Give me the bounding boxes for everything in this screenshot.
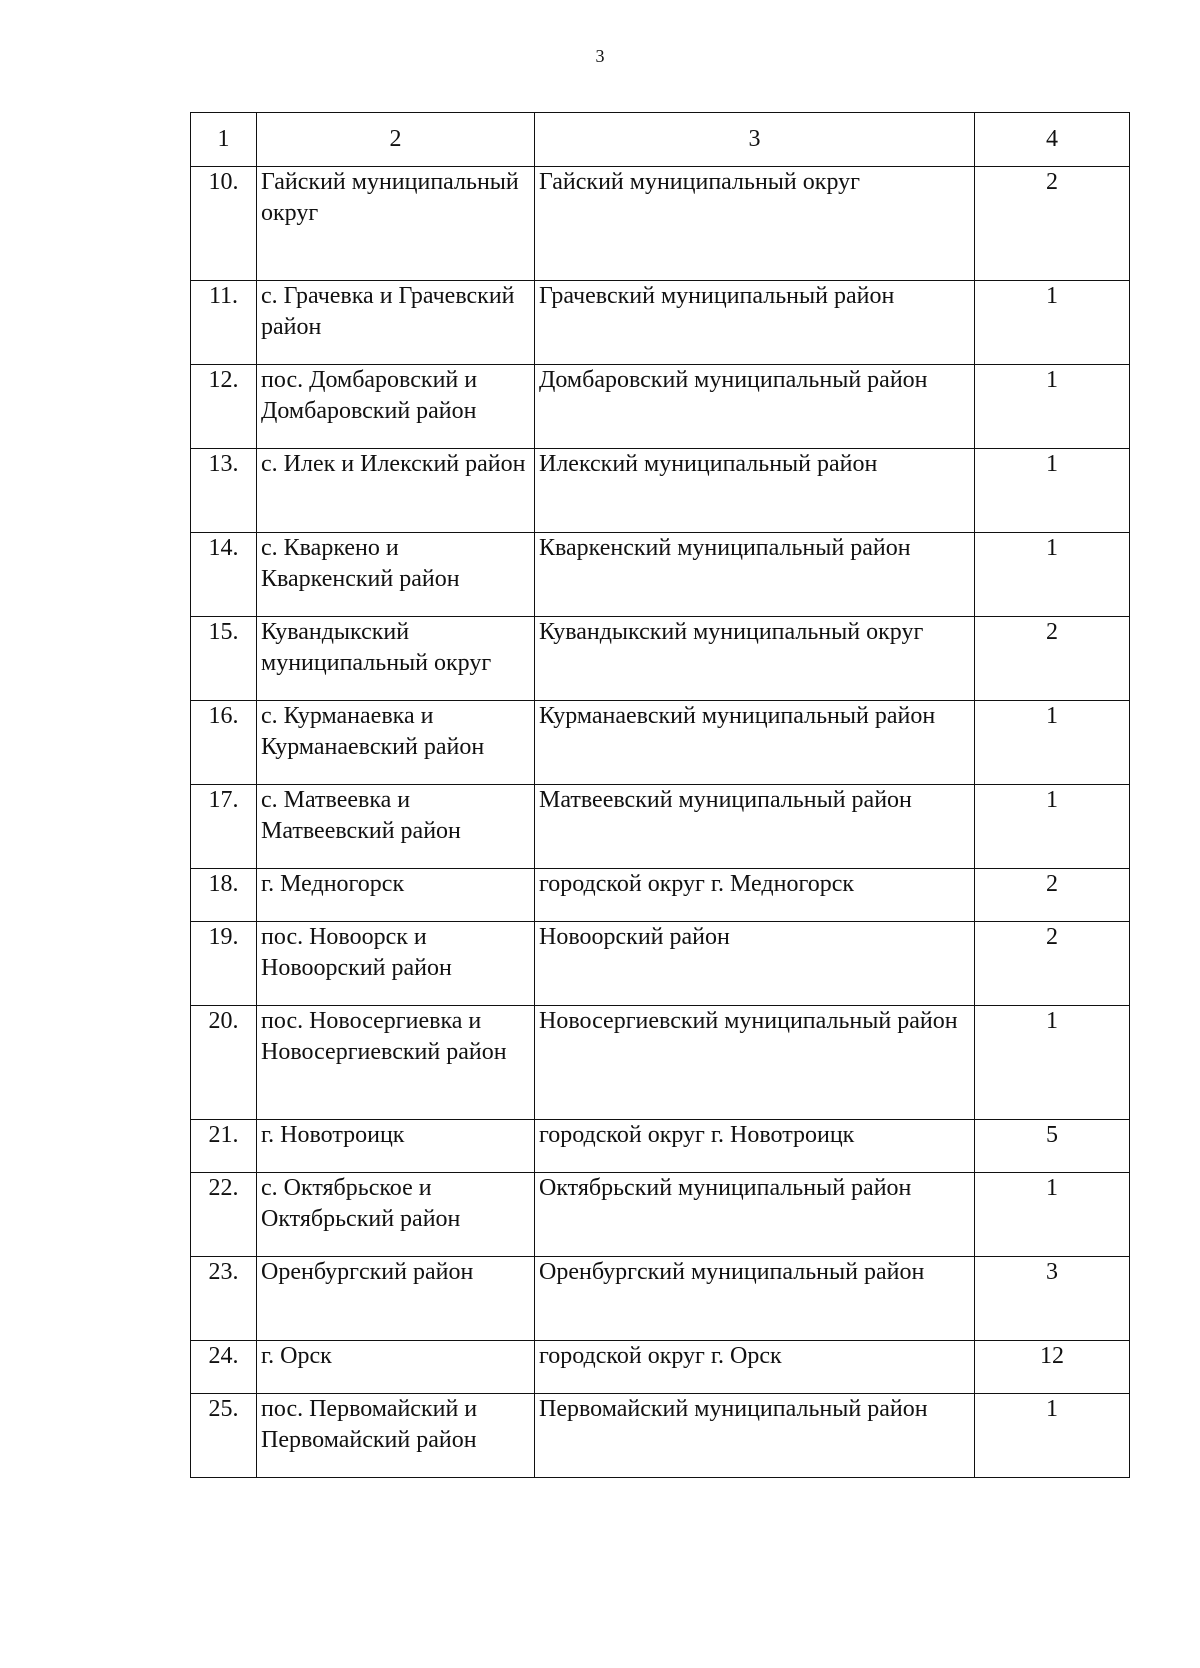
table-row (191, 449, 1130, 533)
row-number-cell: 23. (191, 1257, 257, 1341)
place-cell: пос. Домбаровский и Домбаровский район (257, 365, 535, 449)
place-cell: пос. Новоорск и Новоорский район (257, 922, 535, 1006)
municipality-cell: Оренбургский муниципальный район (535, 1257, 975, 1341)
row-number-cell: 21. (191, 1120, 257, 1173)
column-number-1: 1 (191, 113, 257, 167)
place-cell: г. Новотроицк (257, 1120, 535, 1173)
row-number-cell: 15. (191, 617, 257, 701)
place-cell: Гайский муниципальный округ (257, 167, 535, 281)
table-header-row (191, 113, 1130, 167)
count-cell: 1 (975, 701, 1130, 785)
table-row (191, 785, 1130, 869)
count-cell: 1 (975, 1006, 1130, 1120)
table-row (191, 1006, 1130, 1120)
municipality-cell: городской округ г. Медногорск (535, 869, 975, 922)
count-cell: 2 (975, 167, 1130, 281)
row-number-cell: 25. (191, 1394, 257, 1478)
count-cell: 12 (975, 1341, 1130, 1394)
page-number: 3 (595, 46, 605, 66)
place-cell: с. Курманаевка и Курманаевский район (257, 701, 535, 785)
count-cell: 1 (975, 1173, 1130, 1257)
municipalities-table (190, 112, 1130, 1478)
count-cell: 1 (975, 365, 1130, 449)
place-cell: с. Октябрьское и Октябрьский район (257, 1173, 535, 1257)
municipality-cell: Грачевский муниципальный район (535, 281, 975, 365)
table-row (191, 1173, 1130, 1257)
row-number-cell: 24. (191, 1341, 257, 1394)
count-cell: 2 (975, 922, 1130, 1006)
table-row (191, 365, 1130, 449)
table-row (191, 281, 1130, 365)
column-number-2: 2 (257, 113, 535, 167)
municipality-cell: Курманаевский муниципальный район (535, 701, 975, 785)
municipality-cell: Новоорский район (535, 922, 975, 1006)
municipality-cell: городской округ г. Новотроицк (535, 1120, 975, 1173)
place-cell: Оренбургский район (257, 1257, 535, 1341)
place-cell: г. Орск (257, 1341, 535, 1394)
place-cell: с. Матвеевка и Матвеевский район (257, 785, 535, 869)
municipality-cell: Кваркенский муниципальный район (535, 533, 975, 617)
table-row (191, 1120, 1130, 1173)
table-row (191, 167, 1130, 281)
table-row (191, 1257, 1130, 1341)
count-cell: 5 (975, 1120, 1130, 1173)
place-cell: с. Илек и Илекский район (257, 449, 535, 533)
municipality-cell: Гайский муниципальный округ (535, 167, 975, 281)
row-number-cell: 12. (191, 365, 257, 449)
column-number-4: 4 (975, 113, 1130, 167)
place-cell: Кувандыкский муниципальный округ (257, 617, 535, 701)
count-cell: 1 (975, 281, 1130, 365)
table-body (191, 113, 1130, 1478)
municipality-cell: Илекский муниципальный район (535, 449, 975, 533)
row-number-cell: 14. (191, 533, 257, 617)
place-cell: с. Кваркено и Кваркенский район (257, 533, 535, 617)
place-cell: пос. Новосергиевка и Новосергиевский район (257, 1006, 535, 1120)
table-row (191, 869, 1130, 922)
table-row (191, 617, 1130, 701)
municipality-cell: Домбаровский муниципальный район (535, 365, 975, 449)
row-number-cell: 11. (191, 281, 257, 365)
row-number-cell: 13. (191, 449, 257, 533)
place-cell: с. Грачевка и Грачевский район (257, 281, 535, 365)
place-cell: пос. Первомайский и Первомайский район (257, 1394, 535, 1478)
count-cell: 1 (975, 1394, 1130, 1478)
row-number-cell: 19. (191, 922, 257, 1006)
row-number-cell: 18. (191, 869, 257, 922)
count-cell: 1 (975, 785, 1130, 869)
table-row (191, 1394, 1130, 1478)
count-cell: 3 (975, 1257, 1130, 1341)
municipality-cell: Новосергиевский муниципальный район (535, 1006, 975, 1120)
row-number-cell: 20. (191, 1006, 257, 1120)
table-row (191, 1341, 1130, 1394)
municipality-cell: городской округ г. Орск (535, 1341, 975, 1394)
count-cell: 1 (975, 449, 1130, 533)
municipality-cell: Первомайский муниципальный район (535, 1394, 975, 1478)
row-number-cell: 17. (191, 785, 257, 869)
count-cell: 1 (975, 533, 1130, 617)
municipality-cell: Матвеевский муниципальный район (535, 785, 975, 869)
row-number-cell: 10. (191, 167, 257, 281)
place-cell: г. Медногорск (257, 869, 535, 922)
row-number-cell: 16. (191, 701, 257, 785)
row-number-cell: 22. (191, 1173, 257, 1257)
count-cell: 2 (975, 617, 1130, 701)
table-row (191, 922, 1130, 1006)
count-cell: 2 (975, 869, 1130, 922)
municipality-cell: Октябрьский муниципальный район (535, 1173, 975, 1257)
table-row (191, 533, 1130, 617)
table-row (191, 701, 1130, 785)
column-number-3: 3 (535, 113, 975, 167)
municipality-cell: Кувандыкский муниципальный округ (535, 617, 975, 701)
